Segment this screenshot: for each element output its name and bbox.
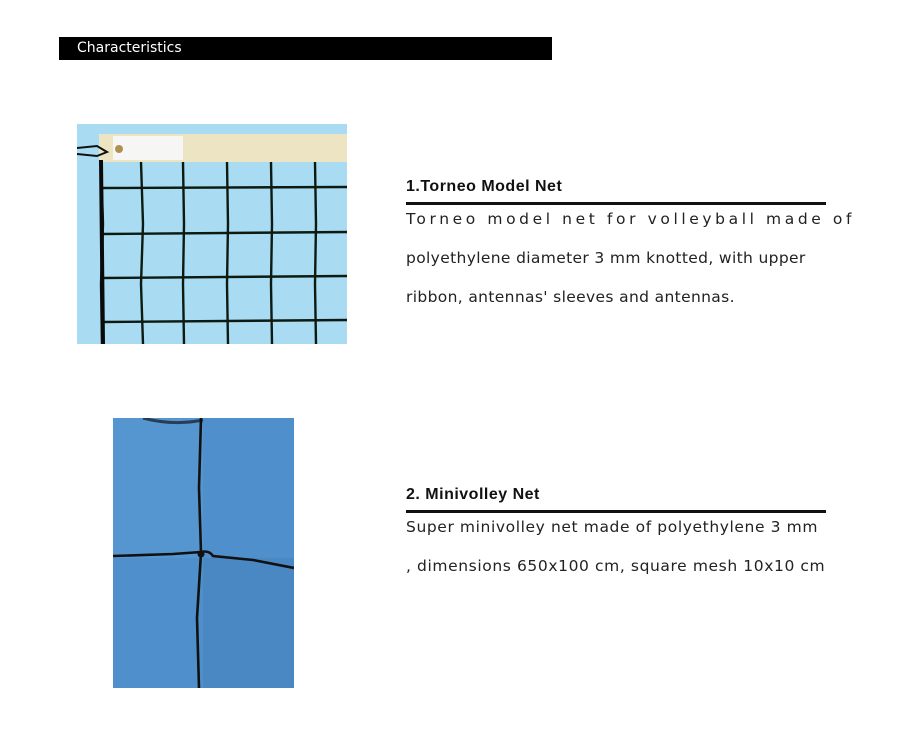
description-line: Super minivolley net made of polyethylene 3 mm [406, 518, 819, 536]
product-description [406, 508, 830, 586]
description-line: polyethylene diameter 3 mm knotted, with upper [406, 249, 806, 267]
product-description [406, 200, 856, 317]
product-title: 1.Torneo Model Net [406, 178, 826, 205]
description-line: , dimensions 650x100 cm, square mesh 10x10 cm [406, 557, 826, 575]
section-header [59, 37, 552, 60]
section-header-label: Characteristics [77, 40, 182, 56]
volleyball-net-photo-icon [77, 124, 347, 344]
product-title: 2. Minivolley Net [406, 486, 826, 513]
minivolley-net-photo-icon [113, 418, 294, 688]
description-line: Torneo model net for volleyball made of [406, 210, 856, 228]
description-line: ribbon, antennas' sleeves and antennas. [406, 288, 735, 306]
